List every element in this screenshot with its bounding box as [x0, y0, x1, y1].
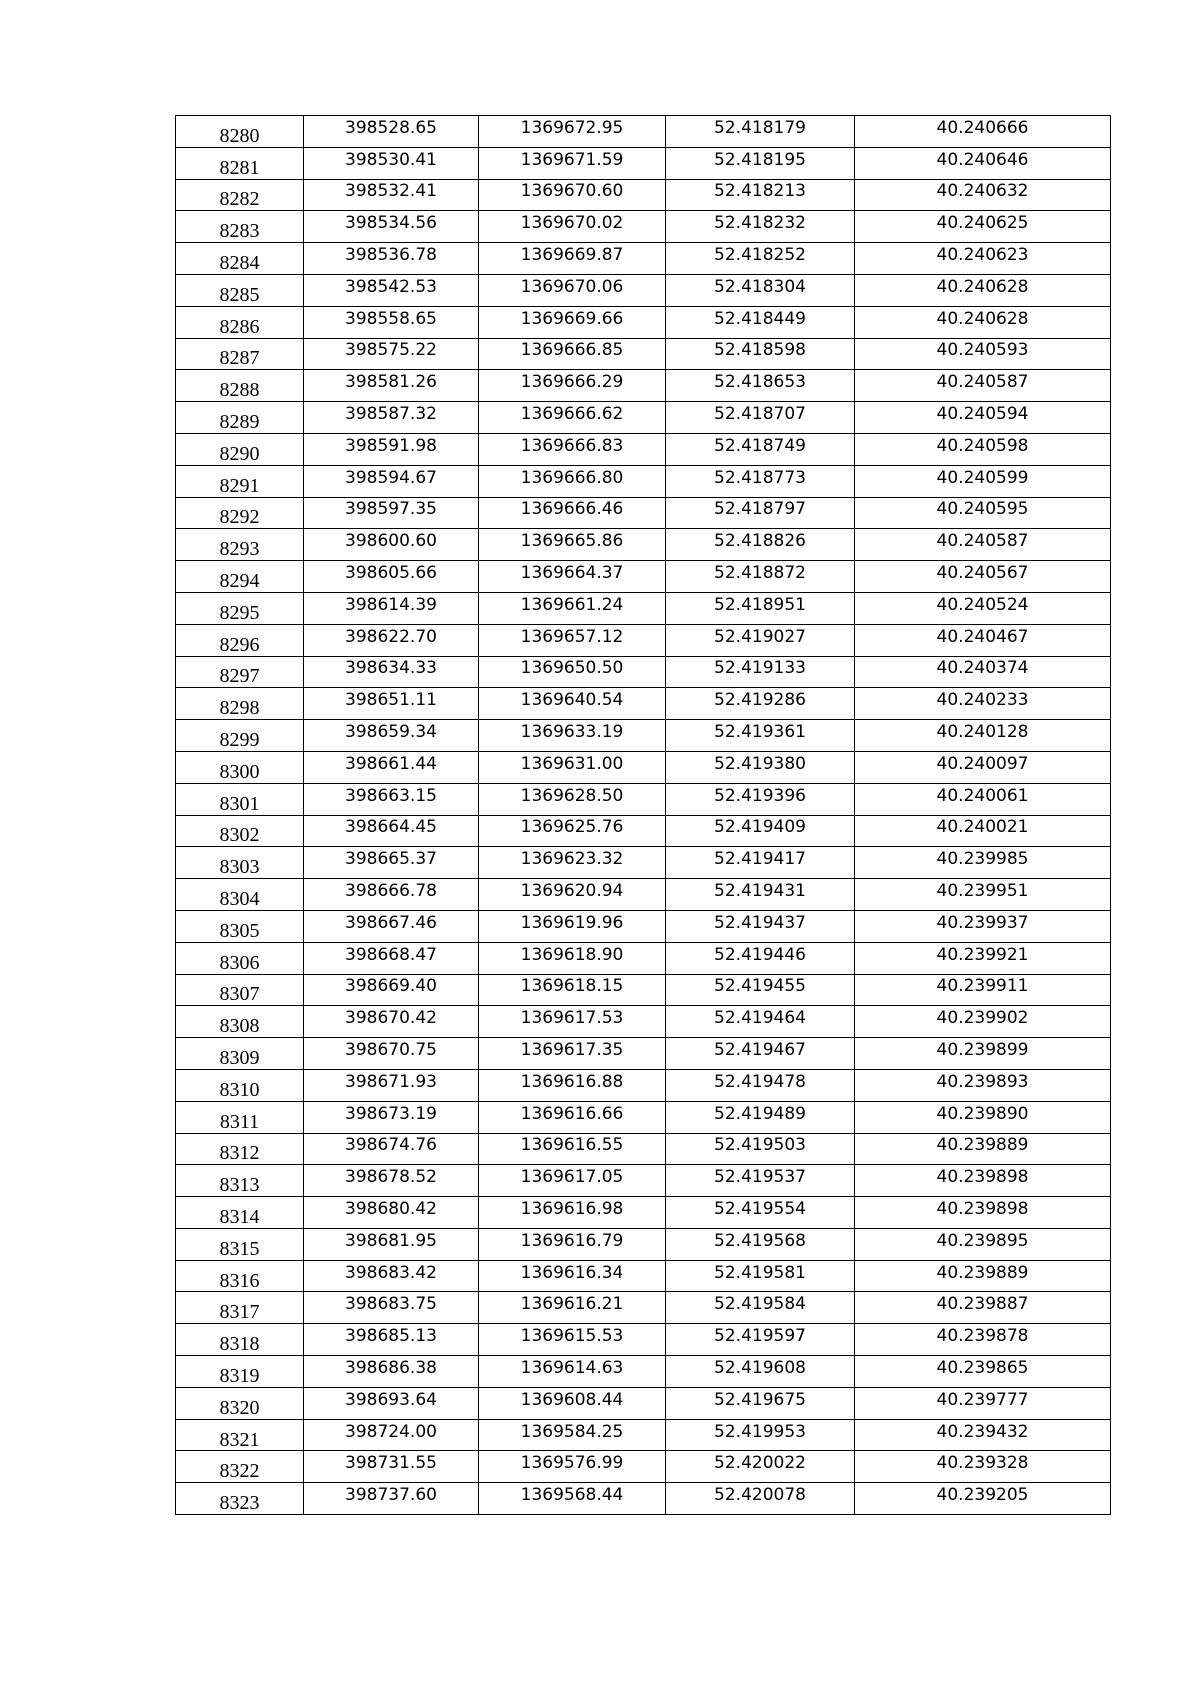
longitude-cell: 40.239985: [855, 847, 1111, 879]
point-number-cell: 8308: [176, 1006, 304, 1038]
longitude-cell: 40.239865: [855, 1356, 1111, 1388]
y-coordinate-cell: 1369576.99: [479, 1451, 666, 1483]
point-number-cell: 8316: [176, 1260, 304, 1292]
table-row: [176, 465, 1111, 497]
latitude-cell: 52.418797: [666, 497, 855, 529]
point-number-cell: 8295: [176, 592, 304, 624]
latitude-cell: 52.420022: [666, 1451, 855, 1483]
y-coordinate-cell: 1369666.62: [479, 402, 666, 434]
y-coordinate-cell: 1369661.24: [479, 592, 666, 624]
longitude-cell: 40.239878: [855, 1324, 1111, 1356]
x-coordinate-cell: 398587.32: [304, 402, 479, 434]
table-row: [176, 1038, 1111, 1070]
x-coordinate-cell: 398659.34: [304, 720, 479, 752]
longitude-cell: 40.240595: [855, 497, 1111, 529]
point-number-cell: 8310: [176, 1069, 304, 1101]
point-number-cell: 8315: [176, 1228, 304, 1260]
latitude-cell: 52.419380: [666, 751, 855, 783]
point-number-cell: 8289: [176, 402, 304, 434]
longitude-cell: 40.240632: [855, 179, 1111, 211]
point-number-cell: 8282: [176, 179, 304, 211]
latitude-cell: 52.418826: [666, 529, 855, 561]
longitude-cell: 40.239887: [855, 1292, 1111, 1324]
x-coordinate-cell: 398661.44: [304, 751, 479, 783]
table-row: [176, 497, 1111, 529]
latitude-cell: 52.419584: [666, 1292, 855, 1324]
table-row: [176, 1292, 1111, 1324]
x-coordinate-cell: 398680.42: [304, 1197, 479, 1229]
point-number-cell: 8290: [176, 433, 304, 465]
x-coordinate-cell: 398530.41: [304, 147, 479, 179]
table-row: [176, 1324, 1111, 1356]
x-coordinate-cell: 398600.60: [304, 529, 479, 561]
coordinates-table: [175, 115, 1111, 1515]
y-coordinate-cell: 1369666.83: [479, 433, 666, 465]
y-coordinate-cell: 1369666.85: [479, 338, 666, 370]
y-coordinate-cell: 1369615.53: [479, 1324, 666, 1356]
longitude-cell: 40.240021: [855, 815, 1111, 847]
x-coordinate-cell: 398536.78: [304, 243, 479, 275]
longitude-cell: 40.240097: [855, 751, 1111, 783]
longitude-cell: 40.240628: [855, 274, 1111, 306]
point-number-cell: 8314: [176, 1197, 304, 1229]
y-coordinate-cell: 1369671.59: [479, 147, 666, 179]
point-number-cell: 8303: [176, 847, 304, 879]
longitude-cell: 40.240128: [855, 720, 1111, 752]
latitude-cell: 52.418951: [666, 592, 855, 624]
longitude-cell: 40.239889: [855, 1260, 1111, 1292]
point-number-cell: 8322: [176, 1451, 304, 1483]
x-coordinate-cell: 398667.46: [304, 910, 479, 942]
y-coordinate-cell: 1369666.46: [479, 497, 666, 529]
y-coordinate-cell: 1369640.54: [479, 688, 666, 720]
longitude-cell: 40.239902: [855, 1006, 1111, 1038]
table-row: [176, 751, 1111, 783]
longitude-cell: 40.239432: [855, 1419, 1111, 1451]
x-coordinate-cell: 398731.55: [304, 1451, 479, 1483]
table-row: [176, 243, 1111, 275]
longitude-cell: 40.239890: [855, 1101, 1111, 1133]
longitude-cell: 40.240587: [855, 370, 1111, 402]
longitude-cell: 40.240623: [855, 243, 1111, 275]
latitude-cell: 52.419396: [666, 783, 855, 815]
x-coordinate-cell: 398685.13: [304, 1324, 479, 1356]
point-number-cell: 8301: [176, 783, 304, 815]
latitude-cell: 52.418232: [666, 211, 855, 243]
point-number-cell: 8321: [176, 1419, 304, 1451]
latitude-cell: 52.419409: [666, 815, 855, 847]
point-number-cell: 8318: [176, 1324, 304, 1356]
longitude-cell: 40.240666: [855, 116, 1111, 148]
longitude-cell: 40.239898: [855, 1197, 1111, 1229]
point-number-cell: 8309: [176, 1038, 304, 1070]
latitude-cell: 52.418304: [666, 274, 855, 306]
point-number-cell: 8293: [176, 529, 304, 561]
longitude-cell: 40.240625: [855, 211, 1111, 243]
longitude-cell: 40.240587: [855, 529, 1111, 561]
y-coordinate-cell: 1369617.53: [479, 1006, 666, 1038]
latitude-cell: 52.419537: [666, 1165, 855, 1197]
longitude-cell: 40.240628: [855, 306, 1111, 338]
x-coordinate-cell: 398673.19: [304, 1101, 479, 1133]
y-coordinate-cell: 1369618.15: [479, 974, 666, 1006]
x-coordinate-cell: 398683.42: [304, 1260, 479, 1292]
point-number-cell: 8296: [176, 624, 304, 656]
point-number-cell: 8319: [176, 1356, 304, 1388]
table-row: [176, 338, 1111, 370]
point-number-cell: 8294: [176, 561, 304, 593]
y-coordinate-cell: 1369617.35: [479, 1038, 666, 1070]
longitude-cell: 40.239777: [855, 1387, 1111, 1419]
latitude-cell: 52.419597: [666, 1324, 855, 1356]
table-row: [176, 370, 1111, 402]
longitude-cell: 40.240467: [855, 624, 1111, 656]
y-coordinate-cell: 1369619.96: [479, 910, 666, 942]
latitude-cell: 52.418449: [666, 306, 855, 338]
x-coordinate-cell: 398664.45: [304, 815, 479, 847]
latitude-cell: 52.419581: [666, 1260, 855, 1292]
x-coordinate-cell: 398651.11: [304, 688, 479, 720]
y-coordinate-cell: 1369620.94: [479, 879, 666, 911]
longitude-cell: 40.240599: [855, 465, 1111, 497]
table-row: [176, 910, 1111, 942]
y-coordinate-cell: 1369616.66: [479, 1101, 666, 1133]
y-coordinate-cell: 1369616.98: [479, 1197, 666, 1229]
x-coordinate-cell: 398614.39: [304, 592, 479, 624]
longitude-cell: 40.239937: [855, 910, 1111, 942]
latitude-cell: 52.418213: [666, 179, 855, 211]
latitude-cell: 52.419953: [666, 1419, 855, 1451]
y-coordinate-cell: 1369670.60: [479, 179, 666, 211]
x-coordinate-cell: 398594.67: [304, 465, 479, 497]
x-coordinate-cell: 398542.53: [304, 274, 479, 306]
x-coordinate-cell: 398663.15: [304, 783, 479, 815]
longitude-cell: 40.240593: [855, 338, 1111, 370]
longitude-cell: 40.240061: [855, 783, 1111, 815]
table-row: [176, 942, 1111, 974]
y-coordinate-cell: 1369672.95: [479, 116, 666, 148]
y-coordinate-cell: 1369628.50: [479, 783, 666, 815]
y-coordinate-cell: 1369616.34: [479, 1260, 666, 1292]
table-row: [176, 592, 1111, 624]
table-row: [176, 974, 1111, 1006]
x-coordinate-cell: 398666.78: [304, 879, 479, 911]
point-number-cell: 8287: [176, 338, 304, 370]
point-number-cell: 8297: [176, 656, 304, 688]
latitude-cell: 52.419554: [666, 1197, 855, 1229]
latitude-cell: 52.419455: [666, 974, 855, 1006]
table-row: [176, 1165, 1111, 1197]
point-number-cell: 8281: [176, 147, 304, 179]
table-row: [176, 688, 1111, 720]
x-coordinate-cell: 398532.41: [304, 179, 479, 211]
x-coordinate-cell: 398686.38: [304, 1356, 479, 1388]
x-coordinate-cell: 398671.93: [304, 1069, 479, 1101]
longitude-cell: 40.239895: [855, 1228, 1111, 1260]
point-number-cell: 8299: [176, 720, 304, 752]
y-coordinate-cell: 1369625.76: [479, 815, 666, 847]
latitude-cell: 52.418179: [666, 116, 855, 148]
y-coordinate-cell: 1369670.06: [479, 274, 666, 306]
y-coordinate-cell: 1369666.80: [479, 465, 666, 497]
table-row: [176, 211, 1111, 243]
longitude-cell: 40.239921: [855, 942, 1111, 974]
latitude-cell: 52.419286: [666, 688, 855, 720]
table-row: [176, 1069, 1111, 1101]
point-number-cell: 8312: [176, 1133, 304, 1165]
x-coordinate-cell: 398534.56: [304, 211, 479, 243]
table-row: [176, 529, 1111, 561]
latitude-cell: 52.420078: [666, 1483, 855, 1515]
x-coordinate-cell: 398693.64: [304, 1387, 479, 1419]
y-coordinate-cell: 1369664.37: [479, 561, 666, 593]
x-coordinate-cell: 398528.65: [304, 116, 479, 148]
table-row: [176, 1483, 1111, 1515]
point-number-cell: 8323: [176, 1483, 304, 1515]
x-coordinate-cell: 398670.42: [304, 1006, 479, 1038]
longitude-cell: 40.239951: [855, 879, 1111, 911]
y-coordinate-cell: 1369616.21: [479, 1292, 666, 1324]
point-number-cell: 8298: [176, 688, 304, 720]
x-coordinate-cell: 398724.00: [304, 1419, 479, 1451]
table-row: [176, 1451, 1111, 1483]
x-coordinate-cell: 398558.65: [304, 306, 479, 338]
y-coordinate-cell: 1369616.88: [479, 1069, 666, 1101]
x-coordinate-cell: 398737.60: [304, 1483, 479, 1515]
x-coordinate-cell: 398683.75: [304, 1292, 479, 1324]
y-coordinate-cell: 1369568.44: [479, 1483, 666, 1515]
point-number-cell: 8317: [176, 1292, 304, 1324]
point-number-cell: 8320: [176, 1387, 304, 1419]
latitude-cell: 52.419489: [666, 1101, 855, 1133]
x-coordinate-cell: 398678.52: [304, 1165, 479, 1197]
table-row: [176, 1101, 1111, 1133]
y-coordinate-cell: 1369618.90: [479, 942, 666, 974]
longitude-cell: 40.239205: [855, 1483, 1111, 1515]
table-row: [176, 1387, 1111, 1419]
point-number-cell: 8306: [176, 942, 304, 974]
point-number-cell: 8305: [176, 910, 304, 942]
longitude-cell: 40.240567: [855, 561, 1111, 593]
table-row: [176, 847, 1111, 879]
longitude-cell: 40.240233: [855, 688, 1111, 720]
point-number-cell: 8283: [176, 211, 304, 243]
y-coordinate-cell: 1369665.86: [479, 529, 666, 561]
longitude-cell: 40.239898: [855, 1165, 1111, 1197]
table-row: [176, 815, 1111, 847]
longitude-cell: 40.240374: [855, 656, 1111, 688]
point-number-cell: 8300: [176, 751, 304, 783]
latitude-cell: 52.419431: [666, 879, 855, 911]
table-row: [176, 274, 1111, 306]
x-coordinate-cell: 398581.26: [304, 370, 479, 402]
longitude-cell: 40.240598: [855, 433, 1111, 465]
coordinates-table-body: [176, 116, 1111, 1515]
latitude-cell: 52.419467: [666, 1038, 855, 1070]
latitude-cell: 52.418195: [666, 147, 855, 179]
point-number-cell: 8284: [176, 243, 304, 275]
latitude-cell: 52.418653: [666, 370, 855, 402]
table-row: [176, 1419, 1111, 1451]
y-coordinate-cell: 1369623.32: [479, 847, 666, 879]
table-row: [176, 1228, 1111, 1260]
y-coordinate-cell: 1369617.05: [479, 1165, 666, 1197]
table-row: [176, 1356, 1111, 1388]
latitude-cell: 52.419464: [666, 1006, 855, 1038]
point-number-cell: 8286: [176, 306, 304, 338]
table-row: [176, 1133, 1111, 1165]
longitude-cell: 40.240594: [855, 402, 1111, 434]
latitude-cell: 52.418252: [666, 243, 855, 275]
longitude-cell: 40.240646: [855, 147, 1111, 179]
table-row: [176, 783, 1111, 815]
y-coordinate-cell: 1369669.66: [479, 306, 666, 338]
latitude-cell: 52.418749: [666, 433, 855, 465]
y-coordinate-cell: 1369614.63: [479, 1356, 666, 1388]
longitude-cell: 40.239328: [855, 1451, 1111, 1483]
latitude-cell: 52.418598: [666, 338, 855, 370]
y-coordinate-cell: 1369584.25: [479, 1419, 666, 1451]
latitude-cell: 52.419027: [666, 624, 855, 656]
point-number-cell: 8304: [176, 879, 304, 911]
x-coordinate-cell: 398597.35: [304, 497, 479, 529]
latitude-cell: 52.419568: [666, 1228, 855, 1260]
latitude-cell: 52.419675: [666, 1387, 855, 1419]
point-number-cell: 8292: [176, 497, 304, 529]
point-number-cell: 8288: [176, 370, 304, 402]
table-row: [176, 1006, 1111, 1038]
latitude-cell: 52.419361: [666, 720, 855, 752]
y-coordinate-cell: 1369631.00: [479, 751, 666, 783]
y-coordinate-cell: 1369608.44: [479, 1387, 666, 1419]
latitude-cell: 52.418872: [666, 561, 855, 593]
table-row: [176, 147, 1111, 179]
point-number-cell: 8280: [176, 116, 304, 148]
table-row: [176, 1197, 1111, 1229]
point-number-cell: 8302: [176, 815, 304, 847]
x-coordinate-cell: 398622.70: [304, 624, 479, 656]
point-number-cell: 8307: [176, 974, 304, 1006]
longitude-cell: 40.239893: [855, 1069, 1111, 1101]
x-coordinate-cell: 398670.75: [304, 1038, 479, 1070]
point-number-cell: 8311: [176, 1101, 304, 1133]
latitude-cell: 52.419478: [666, 1069, 855, 1101]
longitude-cell: 40.240524: [855, 592, 1111, 624]
latitude-cell: 52.419437: [666, 910, 855, 942]
longitude-cell: 40.239899: [855, 1038, 1111, 1070]
table-row: [176, 402, 1111, 434]
table-row: [176, 720, 1111, 752]
x-coordinate-cell: 398669.40: [304, 974, 479, 1006]
y-coordinate-cell: 1369669.87: [479, 243, 666, 275]
table-row: [176, 561, 1111, 593]
x-coordinate-cell: 398605.66: [304, 561, 479, 593]
latitude-cell: 52.419503: [666, 1133, 855, 1165]
x-coordinate-cell: 398591.98: [304, 433, 479, 465]
table-row: [176, 179, 1111, 211]
table-row: [176, 306, 1111, 338]
y-coordinate-cell: 1369616.79: [479, 1228, 666, 1260]
longitude-cell: 40.239911: [855, 974, 1111, 1006]
table-row: [176, 1260, 1111, 1292]
x-coordinate-cell: 398575.22: [304, 338, 479, 370]
table-row: [176, 624, 1111, 656]
x-coordinate-cell: 398668.47: [304, 942, 479, 974]
latitude-cell: 52.418707: [666, 402, 855, 434]
x-coordinate-cell: 398665.37: [304, 847, 479, 879]
x-coordinate-cell: 398634.33: [304, 656, 479, 688]
y-coordinate-cell: 1369666.29: [479, 370, 666, 402]
table-row: [176, 656, 1111, 688]
latitude-cell: 52.418773: [666, 465, 855, 497]
table-row: [176, 116, 1111, 148]
point-number-cell: 8313: [176, 1165, 304, 1197]
latitude-cell: 52.419446: [666, 942, 855, 974]
table-row: [176, 433, 1111, 465]
table-row: [176, 879, 1111, 911]
latitude-cell: 52.419133: [666, 656, 855, 688]
point-number-cell: 8285: [176, 274, 304, 306]
point-number-cell: 8291: [176, 465, 304, 497]
x-coordinate-cell: 398674.76: [304, 1133, 479, 1165]
y-coordinate-cell: 1369633.19: [479, 720, 666, 752]
y-coordinate-cell: 1369650.50: [479, 656, 666, 688]
y-coordinate-cell: 1369616.55: [479, 1133, 666, 1165]
x-coordinate-cell: 398681.95: [304, 1228, 479, 1260]
longitude-cell: 40.239889: [855, 1133, 1111, 1165]
latitude-cell: 52.419417: [666, 847, 855, 879]
latitude-cell: 52.419608: [666, 1356, 855, 1388]
y-coordinate-cell: 1369657.12: [479, 624, 666, 656]
y-coordinate-cell: 1369670.02: [479, 211, 666, 243]
